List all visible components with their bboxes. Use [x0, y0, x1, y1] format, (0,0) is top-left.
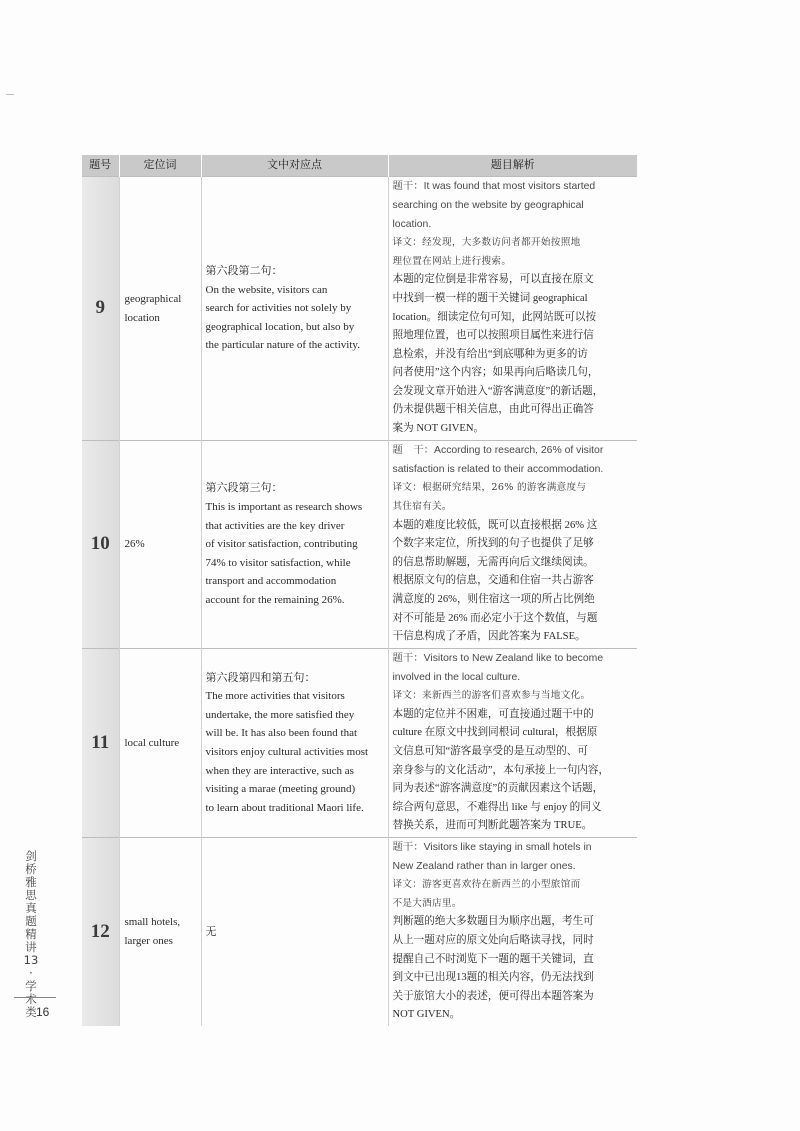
analysis-stem-line: involved in the local culture. — [392, 671, 521, 683]
keyword-cell — [119, 649, 201, 838]
analysis-body-line: 同为表述“游客满意度”的贡献因素这个话题， — [392, 783, 604, 795]
analysis-table — [82, 155, 637, 1026]
spine-character: · — [29, 966, 33, 980]
analysis-body-line: 本题的定位倒是非常容易，可以直接在原文 — [392, 274, 594, 286]
analysis-body-line: 替换关系，进而可判断此题答案为 TRUE。 — [392, 820, 593, 832]
spine-character: 题 — [25, 914, 37, 928]
analysis-translation-line: 不是大酒店里。 — [392, 897, 462, 909]
spine-character: 思 — [25, 888, 37, 902]
analysis-body-line: 判断题的绝大多数题目为顺序出题，考生可 — [392, 916, 594, 928]
keyword-line: small hotels, — [124, 916, 181, 929]
analysis-body-line: 会发现文章开始进入“游客满意度”的新话题， — [392, 385, 604, 397]
analysis-translation-line: 理位置在网站上进行搜索。 — [392, 255, 512, 267]
analysis-body-line: 的信息帮助解题，无需再向后文继续阅读。 — [392, 556, 594, 568]
spine-title — [14, 850, 48, 1019]
analysis-body-line: 满意度的 26%，则住宿这一项的所占比例绝 — [392, 593, 595, 605]
spine-character: 桥 — [25, 862, 37, 876]
source-line: visitors enjoy cultural activities most — [205, 746, 369, 758]
keyword-cell — [119, 441, 201, 649]
question-number: 12 — [82, 838, 119, 1027]
source-line: 无 — [205, 925, 217, 938]
source-line: the particular nature of the activity. — [205, 339, 360, 352]
analysis-body-line: 根据原文句的信息，交通和住宿一共占游客 — [392, 575, 594, 587]
analysis-cell — [388, 838, 637, 1027]
source-line: when they are interactive, such as — [205, 764, 354, 777]
analysis-stem-line: New Zealand rather than in larger ones. — [392, 860, 576, 872]
analysis-body-line: 案为 NOT GIVEN。 — [392, 423, 485, 435]
analysis-body-line: location。细读定位句可知，此网站既可以按 — [392, 311, 597, 323]
source-cell — [201, 441, 388, 649]
source-cell — [201, 177, 388, 441]
analysis-body-line: 中找到一模一样的题干关键词 geographical — [392, 292, 588, 304]
spine-character: 术 — [25, 992, 37, 1006]
keyword-cell — [119, 838, 201, 1027]
source-line: undertake, the more satisfied they — [205, 708, 355, 721]
spine-character: 剑 — [25, 849, 37, 863]
analysis-body-line: 个数字来定位，所找到的句子也提供了足够 — [392, 538, 594, 550]
keyword-line: 26% — [124, 538, 145, 551]
header-keyword: 定位词 — [119, 155, 201, 177]
source-line: of visitor satisfaction, contributing — [205, 538, 358, 551]
spine-character: 讲 — [25, 940, 37, 954]
keyword-line: location — [124, 311, 160, 324]
source-line: search for activities not solely by — [205, 302, 352, 315]
header-question-number: 题号 — [82, 155, 119, 177]
source-line: The more activities that visitors — [205, 690, 345, 703]
analysis-body-line: culture 在原文中找到同根词 cultural，根据原 — [392, 727, 598, 739]
source-line: to learn about traditional Maori life. — [205, 801, 364, 814]
analysis-body-line: 仍未提供题干相关信息，由此可得出正确答 — [392, 404, 594, 416]
header-analysis: 题目解析 — [388, 155, 637, 177]
page-number: 16 — [36, 1005, 50, 1019]
spine-character: 13 — [23, 953, 39, 967]
analysis-body-line: 对不可能是 26% 而必定小于这个数值，与题 — [392, 612, 598, 624]
analysis-body-line: 息检索，并没有给出“到底哪种为更多的访 — [392, 348, 588, 360]
footer-divider — [14, 997, 56, 998]
source-line: 第六段第四和第五句： — [205, 671, 316, 684]
question-number: 9 — [82, 177, 119, 441]
source-line: This is important as research shows — [205, 501, 363, 514]
analysis-cell — [388, 649, 637, 838]
keyword-line: larger ones — [124, 935, 173, 947]
analysis-translation-line: 其住宿有关。 — [392, 501, 452, 513]
source-line: On the website, visitors can — [205, 283, 328, 296]
table-header-row — [82, 155, 637, 177]
analysis-stem-line: satisfaction is related to their accommodation. — [392, 463, 604, 475]
source-line: account for the remaining 26%. — [205, 593, 345, 606]
source-cell — [201, 838, 388, 1027]
analysis-translation-line: 译文：来新西兰的游客们喜欢参与当地文化。 — [392, 690, 591, 702]
keyword-cell — [119, 177, 201, 441]
analysis-translation-line: 译文：根据研究结果，26% 的游客满意度与 — [392, 482, 587, 494]
question-number: 10 — [82, 441, 119, 649]
page-edge-mark — [6, 94, 14, 95]
analysis-stem-line: 题 干：According to research, 26% of visitor — [392, 445, 604, 457]
analysis-stem-line: location. — [392, 218, 432, 230]
source-line: geographical location, but also by — [205, 320, 355, 333]
header-source-sentence: 文中对应点 — [201, 155, 388, 177]
spine-character: 雅 — [25, 875, 37, 889]
table-row — [82, 649, 637, 838]
source-line: 第六段第三句： — [205, 482, 283, 495]
analysis-cell — [388, 441, 637, 649]
question-number: 11 — [82, 649, 119, 838]
analysis-body-line: 本题的定位并不困难，可直接通过题干中的 — [392, 708, 594, 720]
spine-character: 学 — [25, 979, 37, 993]
analysis-stem-line: 题干：Visitors to New Zealand like to become — [392, 653, 604, 665]
analysis-body-line: 照地理位置，也可以按照项目属性来进行信 — [392, 330, 594, 342]
table-row — [82, 177, 637, 441]
table-row — [82, 838, 637, 1027]
analysis-body-line: 本题的难度比较低，既可以直接根据 26% 这 — [392, 519, 598, 531]
table-row — [82, 441, 637, 649]
keyword-line: geographical — [124, 292, 182, 305]
analysis-body-line: 亲身参与的文化活动”，本句承接上一句内容， — [392, 764, 610, 776]
analysis-body-line: 问者使用”这个内容；如果再向后略读几句， — [392, 367, 599, 379]
analysis-stem-line: searching on the website by geographical — [392, 199, 584, 211]
analysis-stem-line: 题干：It was found that most visitors started — [392, 181, 596, 193]
source-line: 74% to visitor satisfaction, while — [205, 556, 351, 569]
analysis-body-line: 从上一题对应的原文处向后略读寻找，同时 — [392, 935, 594, 946]
spine-character: 真 — [25, 901, 37, 915]
keyword-line: local culture — [124, 736, 180, 749]
analysis-body-line: 综合两句意思，不难得出 like 与 enjoy 的同义 — [392, 801, 602, 813]
analysis-body-line: 文信息可知“游客最享受的是互动型的、可 — [392, 746, 588, 757]
spine-character: 精 — [25, 927, 37, 941]
source-line: will be. It has also been found that — [205, 727, 358, 740]
analysis-translation-line: 译文：经发现，大多数访问者都开始按照地 — [392, 237, 581, 249]
source-line: 第六段第二句： — [205, 265, 283, 278]
source-line: visiting a marae (meeting ground) — [205, 783, 356, 796]
analysis-body-line: 到文中已出现13题的相关内容，仍无法找到 — [392, 972, 594, 984]
analysis-body-line: NOT GIVEN。 — [392, 1009, 461, 1021]
spine-character: 类 — [25, 1005, 37, 1019]
analysis-translation-line: 译文：游客更喜欢待在新西兰的小型旅馆而 — [392, 879, 581, 891]
analysis-body-line: 干信息构成了矛盾，因此答案为 FALSE。 — [392, 631, 586, 643]
analysis-stem-line: 题干：Visitors like staying in small hotels in — [392, 842, 592, 854]
analysis-cell — [388, 177, 637, 441]
source-cell — [201, 649, 388, 838]
source-line: transport and accommodation — [205, 575, 337, 588]
source-line: that activities are the key driver — [205, 519, 345, 532]
analysis-body-line: 提醒自己不时浏览下一题的题干关键词，直 — [392, 953, 594, 965]
analysis-body-line: 关于旅馆大小的表述，便可得出本题答案为 — [392, 990, 594, 1002]
table-body — [82, 177, 637, 1027]
